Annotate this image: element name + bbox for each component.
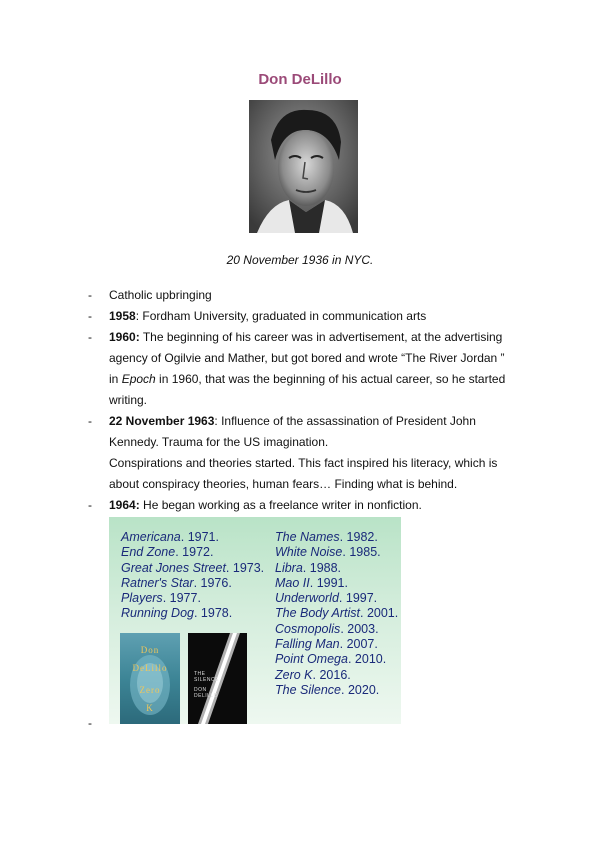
book-entry: Players. 1977. [121,591,201,606]
bullet-date: 1958 [109,309,136,323]
bullet-text: : Fordham University, graduated in communication arts [135,309,427,323]
book-entry: Cosmopolis. 2003. [275,621,379,636]
list-item [88,411,508,495]
bullet-text: : Influence of the assassination of President John Kennedy. Trauma for the US imagination. [109,414,476,449]
book-entry: Mao II. 1991. [275,575,348,590]
empty-bullet: - [88,716,92,730]
book-entry: Underworld. 1997. [275,591,378,606]
book-entry: Point Omega. 2010. [275,652,387,667]
book-entry: Libra. 1988. [275,560,342,575]
book-entry: Zero K. 2016. [275,667,351,682]
bullet-text: in 1960, that was the beginning of his actual career, so he started writing. [109,372,506,407]
bullet-italic-title: Epoch [121,372,156,386]
book-entry: End Zone. 1972. [121,545,214,560]
bibliography-column-right [275,530,398,698]
author-portrait [249,100,358,233]
bullet-text: Conspirations and theories started. This fact inspired his literacy, which is about conspiracy theories, human fears… Finding what is behind. [109,456,498,491]
bullet-dash: - [88,414,92,428]
bullet-dash: - [88,330,92,344]
cover-text: Don [140,645,160,655]
list-item [88,495,508,516]
list-item [88,327,508,411]
bullet-text: He began working as a freelance writer in nonfiction. [139,498,422,512]
birth-info: 20 November 1936 in NYC. [226,253,374,267]
bullet-dash: - [88,498,92,512]
portrait-photo [249,100,358,233]
cover-text: THE [194,671,206,677]
bullet-dash: - [88,288,92,302]
bullet-dash: - [88,309,92,323]
biography-list [88,285,508,516]
cover-text: K [146,703,154,713]
book-entry: The Names. 1982. [275,530,378,544]
bullet-date: 1964: [109,498,140,512]
cover-text: Zero [139,685,161,695]
book-entry: White Noise. 1985. [275,545,381,560]
list-item [88,285,508,306]
bullet-date: 1960: [109,330,140,344]
book-cover-zero-k [120,633,180,724]
bibliography-column-left [121,530,264,622]
book-entry: Running Dog. 1978. [121,606,233,621]
bullet-text: The beginning of his career was in advertisement, at the advertising agency of Ogilvie and Mather, but got bored and wrote “The River Jordan ” in [109,330,505,386]
page-title: Don DeLillo [258,71,342,88]
book-cover-the-silence [188,633,247,724]
cover-text: DON [194,687,207,693]
book-entry: Great Jones Street. 1973. [121,560,265,575]
bullet-text: Catholic upbringing [109,288,212,302]
book-entry: The Silence. 2020. [275,682,380,697]
cover-text: DELILLO [194,693,219,699]
cover-text: SILENCE [194,677,219,683]
list-item [88,306,508,327]
book-entry: Ratner's Star. 1976. [121,575,232,590]
cover-text: DeLillo [132,663,168,673]
bibliography-image [109,517,401,724]
bullet-date: 22 November 1963 [109,414,215,428]
book-entry: Americana. 1971. [121,530,219,544]
book-entry: Falling Man. 2007. [275,637,378,652]
book-entry: The Body Artist. 2001. [275,606,399,621]
